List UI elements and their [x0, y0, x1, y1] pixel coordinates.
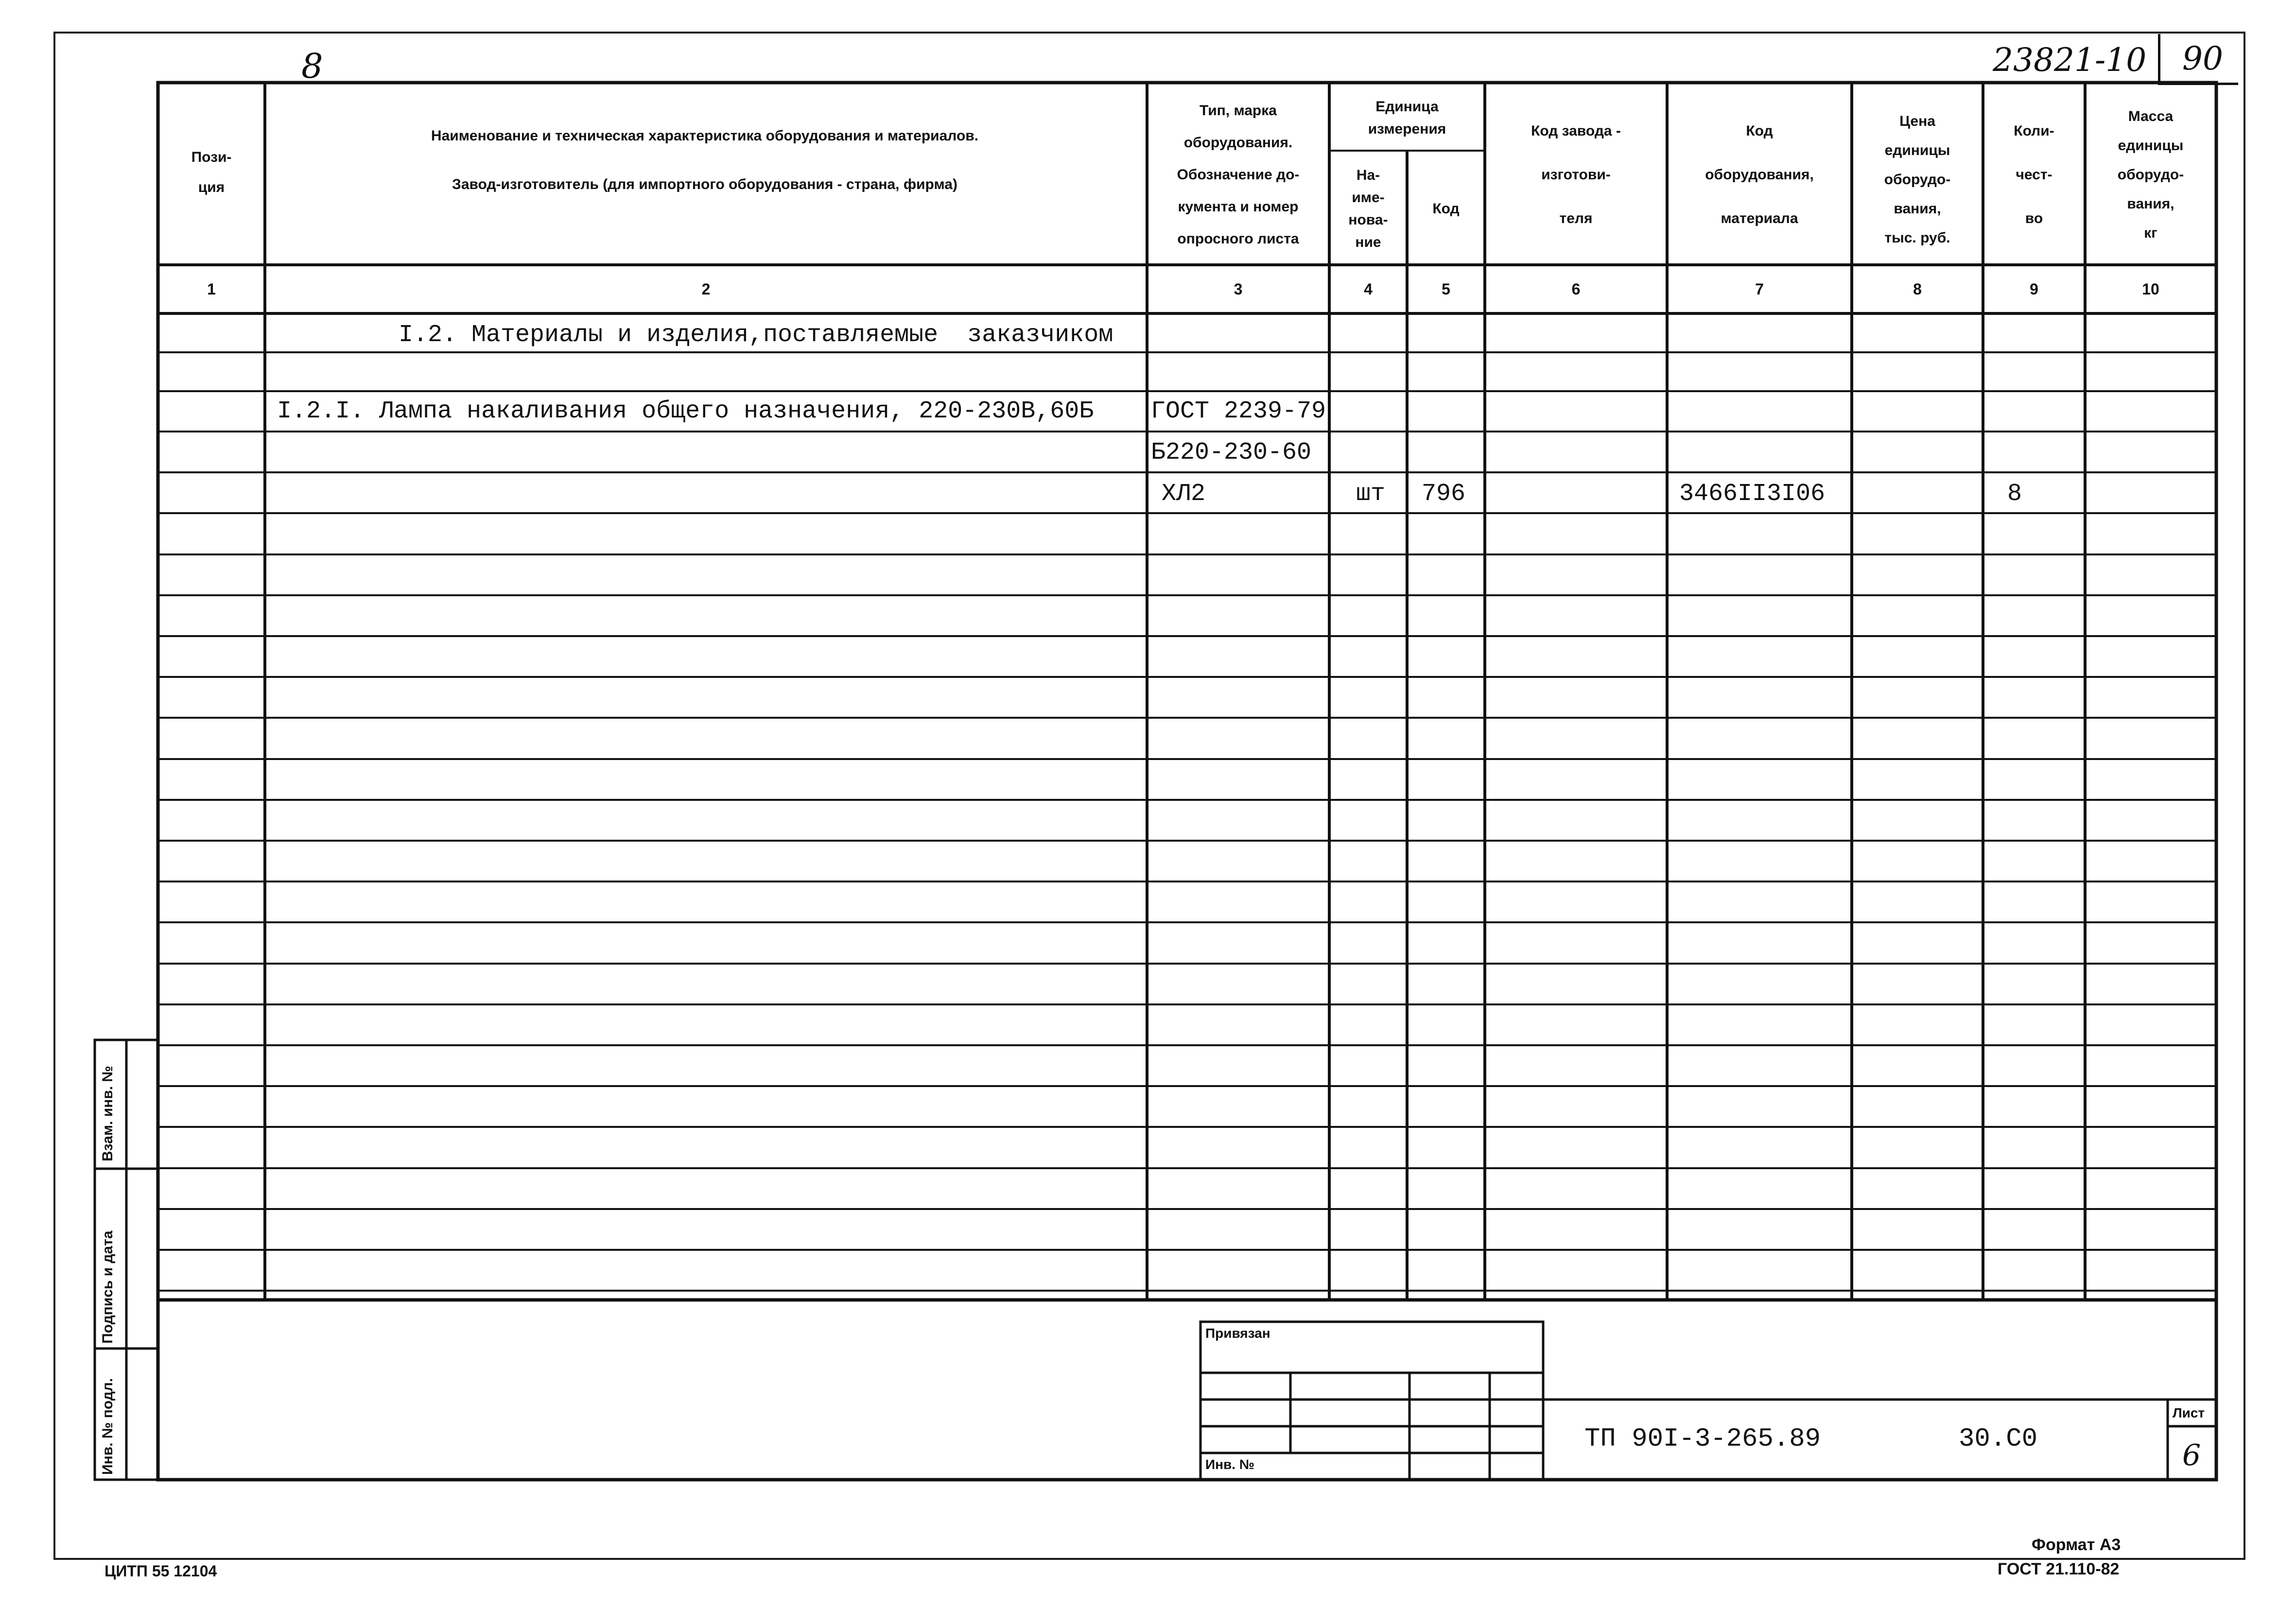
item-name: I.2.I. Лампа накаливания общего назначения, 220-230В,60Б: [277, 397, 1094, 425]
header-factory-code: Код завода - изготови- теля: [1531, 123, 1621, 226]
col-number: 4: [1364, 280, 1373, 298]
header-type: Тип, марка оборудования. Обозначение до- кумента и номер опросного листа: [1177, 103, 1300, 247]
side-podpis-data: Подпись и дата: [100, 1230, 116, 1344]
footer-left: ЦИТП 55 12104: [104, 1562, 217, 1580]
side-vzam-inv: Взам. инв. №: [100, 1066, 116, 1161]
stamp-sheet-label: Лист: [2173, 1405, 2205, 1420]
item-equipment-code: 3466II3I06: [1679, 480, 1826, 508]
col-number: 7: [1755, 280, 1764, 298]
stamp-section: 30.С0: [1959, 1424, 2038, 1454]
item-climate: ХЛ2: [1162, 480, 1206, 508]
col-number: 6: [1571, 280, 1581, 298]
footer-gost: ГОСТ 21.110-82: [1998, 1560, 2120, 1578]
item-unit-code: 796: [1422, 480, 1466, 508]
footer-format: Формат А3: [2032, 1536, 2121, 1554]
col-number: 9: [2030, 280, 2038, 298]
item-type: Б220-230-60: [1151, 439, 1312, 467]
doc-number-handwritten: 23821-10: [1993, 41, 2147, 79]
stamp-sheet-value: 6: [2182, 1438, 2201, 1472]
header-price: Цена единицы оборудо- вания, тыс. руб.: [1884, 113, 1951, 246]
col-number: 2: [701, 280, 711, 298]
header-unit-name: На- име- нова- ние: [1348, 167, 1388, 250]
sheet-number: 90: [2182, 40, 2223, 77]
stamp-doc-code: ТП 90I-3-265.89: [1584, 1424, 1821, 1454]
section-heading: I.2. Материалы и изделия,поставляемые заказчиком: [399, 321, 1113, 349]
stamp-privyazan: Привязан: [1205, 1326, 1270, 1341]
col-number: 10: [2142, 280, 2159, 298]
col-number: 3: [1234, 280, 1243, 298]
stamp-inv-no: Инв. №: [1205, 1457, 1255, 1472]
header-position: Пози- ция: [191, 149, 232, 195]
header-mass: Масса единицы оборудо- вания, кг: [2117, 108, 2184, 241]
header-name: Наименование и техническая характеристика оборудования и материалов. Завод-изготовитель (для импортного оборудования - страна, фирма): [431, 128, 979, 192]
item-quantity: 8: [2007, 480, 2022, 508]
col-number: 5: [1442, 280, 1450, 298]
col-number: 8: [1913, 280, 1922, 298]
top-left-mark: 8: [301, 46, 323, 86]
item-standard: ГОСТ 2239-79: [1151, 397, 1326, 425]
header-unit-code: Код: [1432, 201, 1460, 217]
header-equipment-code: Код оборудования, материала: [1705, 123, 1814, 226]
item-unit-name: шт: [1356, 480, 1386, 508]
header-unit: Единица измерения: [1368, 98, 1446, 137]
header-quantity: Коли- чест- во: [2014, 123, 2054, 226]
side-inv-podl: Инв. № подл.: [100, 1378, 116, 1475]
col-number: 1: [207, 280, 216, 298]
